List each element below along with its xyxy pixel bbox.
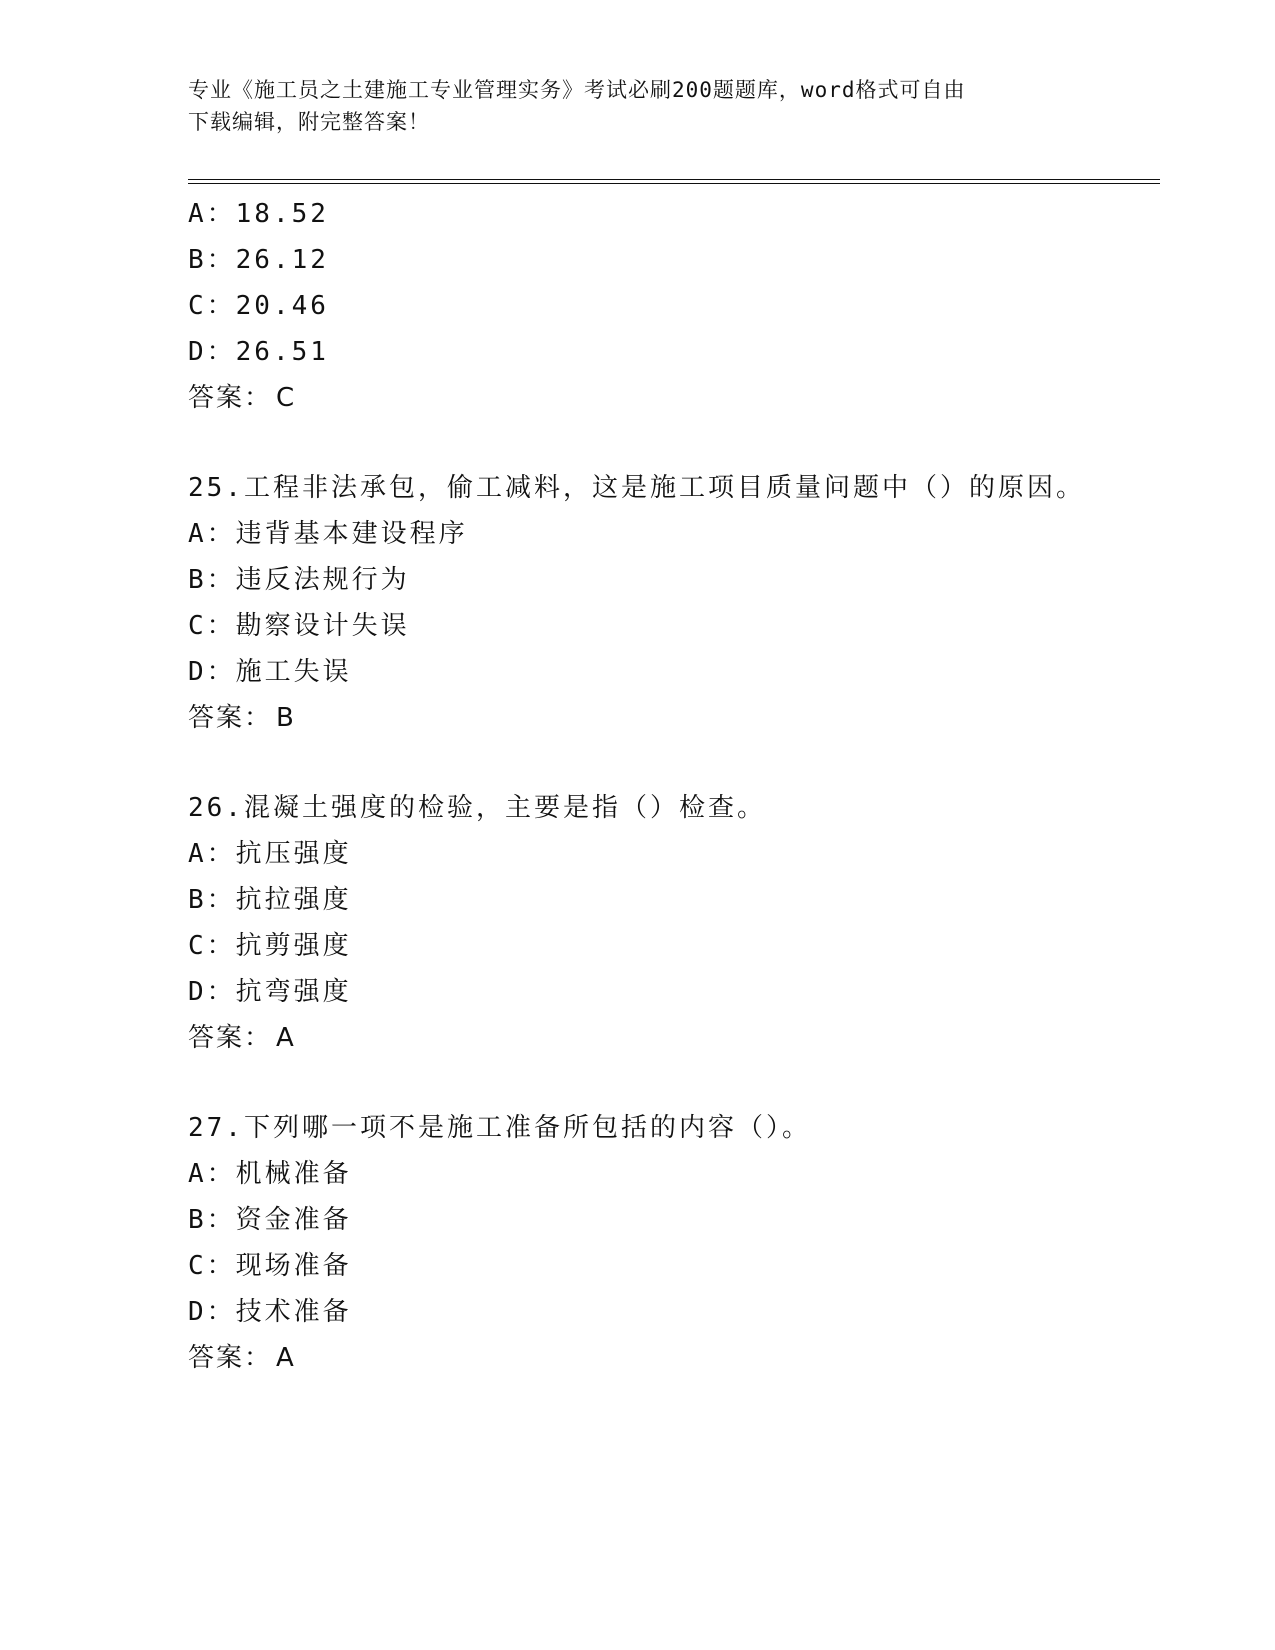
question-27	[188, 1105, 1168, 1381]
option-c: C：现场准备	[188, 1251, 352, 1281]
option-a: A：抗压强度	[188, 839, 352, 869]
question-26	[188, 785, 1168, 1061]
document-header	[188, 74, 1088, 138]
partial-question	[188, 191, 1168, 421]
option-b: B：违反法规行为	[188, 565, 410, 595]
option-b: B：抗拉强度	[188, 885, 352, 915]
answer-line	[188, 375, 1168, 421]
answer-value: A	[276, 1023, 295, 1053]
question-text: 27.下列哪一项不是施工准备所包括的内容（）。	[188, 1113, 811, 1143]
option-a: A：18.52	[188, 199, 329, 229]
question-text: 25.工程非法承包，偷工减料，这是施工项目质量问题中（）的原因。	[188, 473, 1085, 503]
answer-value: B	[276, 703, 295, 733]
header-divider-top	[188, 179, 1160, 180]
option-b: B：资金准备	[188, 1205, 352, 1235]
option-a: A：违背基本建设程序	[188, 519, 468, 549]
option-d: D：施工失误	[188, 657, 352, 687]
question-25	[188, 465, 1168, 741]
answer-line	[188, 1015, 1168, 1061]
option-a: A：机械准备	[188, 1159, 352, 1189]
option-b: B：26.12	[188, 245, 329, 275]
answer-label: 答案：	[188, 1023, 273, 1053]
answer-line	[188, 1335, 1168, 1381]
header-line-1: 专业《施工员之土建施工专业管理实务》考试必刷200题题库，word格式可自由	[188, 78, 966, 102]
question-text: 26.混凝土强度的检验，主要是指（）检查。	[188, 793, 766, 823]
answer-label: 答案：	[188, 1343, 273, 1373]
answer-label: 答案：	[188, 383, 273, 413]
header-divider-bottom	[188, 183, 1160, 184]
answer-value: C	[276, 383, 296, 413]
answer-label: 答案：	[188, 703, 273, 733]
option-d: D：抗弯强度	[188, 977, 352, 1007]
option-d: D：26.51	[188, 337, 329, 367]
option-d: D：技术准备	[188, 1297, 352, 1327]
option-c: C：勘察设计失误	[188, 611, 410, 641]
header-line-2: 下载编辑，附完整答案！	[188, 110, 430, 134]
option-c: C：抗剪强度	[188, 931, 352, 961]
option-c: C：20.46	[188, 291, 329, 321]
document-body	[188, 191, 1168, 1381]
answer-value: A	[276, 1343, 295, 1373]
answer-line	[188, 695, 1168, 741]
